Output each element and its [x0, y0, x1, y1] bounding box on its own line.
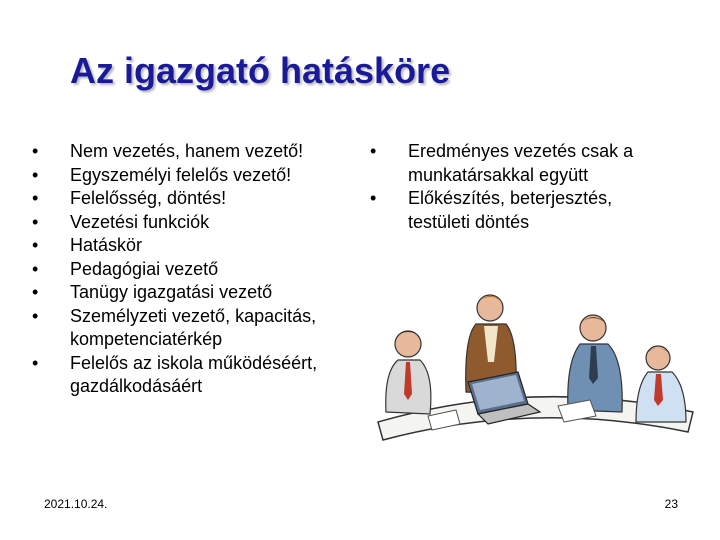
bullet-icon: • [32, 258, 39, 279]
list-item: • Előkészítés, beterjesztés, testületi döntés [370, 188, 613, 232]
bullet-icon: • [32, 305, 39, 326]
right-bullet-list [370, 140, 670, 234]
list-item: • Eredményes vezetés csak a munkatársakkal együtt [370, 141, 634, 185]
bullet-icon: • [32, 282, 39, 302]
business-team-clipart [368, 282, 698, 442]
footer-date: 2021.10.24. [44, 497, 108, 511]
bullet-icon: • [32, 188, 39, 208]
list-item: • Egyszemélyi felelős vezető! [32, 164, 362, 188]
person-right [568, 315, 622, 412]
bullet-icon: • [32, 352, 39, 373]
bullet-icon: • [32, 211, 39, 232]
list-item: • Felelős az iskola működéséért, gazdálkodásáért [32, 352, 318, 396]
person-left [386, 331, 431, 414]
person-far-right [636, 346, 686, 422]
bullet-icon: • [32, 141, 39, 161]
list-item: • Pedagógiai vezető [32, 258, 362, 282]
list-item: • Személyzeti vezető, kapacitás, kompetenciatérkép [32, 305, 317, 349]
bullet-icon: • [370, 141, 377, 161]
bullet-icon: • [32, 235, 39, 255]
list-item: • Vezetési funkciók [32, 211, 362, 235]
bullet-icon: • [32, 164, 39, 185]
slide-title: Az igazgató hatásköre [70, 50, 451, 91]
page-number: 23 [664, 497, 678, 511]
bullet-icon: • [370, 188, 377, 208]
list-item: • Nem vezetés, hanem vezető! [32, 140, 362, 164]
left-bullet-list [32, 140, 362, 399]
list-item: • Tanügy igazgatási vezető [32, 281, 362, 305]
list-item: • Hatáskör [32, 234, 362, 258]
list-item: • Felelősség, döntés! [32, 187, 362, 211]
